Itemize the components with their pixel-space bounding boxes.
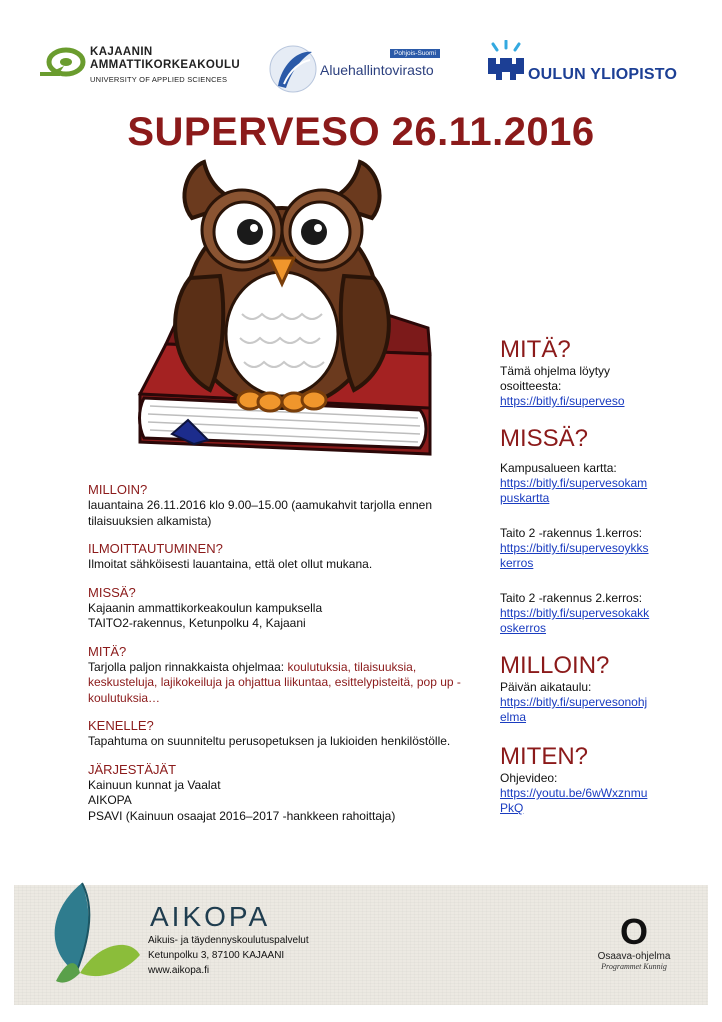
osaava-sub: Programmet Kunnig bbox=[601, 962, 667, 971]
right-mita-text1: Tämä ohjelma löytyy bbox=[500, 364, 611, 378]
osaava-name: Osaava-ohjelma bbox=[597, 951, 671, 962]
right-milloin-heading: MILLOIN? bbox=[500, 652, 610, 679]
oulu-emblem-icon bbox=[485, 40, 527, 84]
kartta-link-line2[interactable]: puskartta bbox=[500, 491, 550, 505]
kerros1-link-line1[interactable]: https://bitly.fi/supervesoykks bbox=[500, 541, 649, 555]
left-mita-line2: keskusteluja, lajikokeiluja ja ohjattua liikuntaa, esittelypisteitä, pop up - bbox=[88, 675, 461, 689]
ohjevideo-label: Ohjevideo: bbox=[500, 771, 558, 785]
left-milloin-line2: tilaisuuksien alkamista) bbox=[88, 513, 212, 528]
avi-logo bbox=[268, 44, 448, 94]
left-mita-line1-highlight: koulutuksia, tilaisuuksia, bbox=[287, 659, 417, 674]
kerros1-label: Taito 2 -rakennus 1.kerros: bbox=[500, 526, 643, 540]
kamk-line1: KAJAANIN bbox=[90, 46, 153, 58]
osaava-logo bbox=[584, 911, 684, 971]
right-miten-heading: MITEN? bbox=[500, 743, 589, 770]
aikopa-line3: www.aikopa.fi bbox=[148, 965, 210, 976]
kerros2-link-line2[interactable]: oskerros bbox=[500, 621, 547, 635]
page-title: SUPERVESO 26.11.2016 bbox=[127, 110, 595, 154]
kartta-label: Kampusalueen kartta: bbox=[500, 461, 617, 475]
kerros2-link[interactable] bbox=[500, 606, 700, 636]
aikopa-contact bbox=[148, 933, 309, 978]
left-mita-line1-plain: Tarjolla paljon rinnakkaista ohjelmaa: bbox=[88, 659, 288, 674]
ohjevideo-link-line1[interactable]: https://youtu.be/6wWxznmu bbox=[500, 786, 648, 800]
oulu-name: OULUN YLIOPISTO bbox=[528, 66, 678, 83]
oulu-logo bbox=[485, 40, 685, 90]
kartta-link-line1[interactable]: https://bitly.fi/supervesokam bbox=[500, 476, 648, 490]
kamk-line2: AMMATTIKORKEAKOULU bbox=[90, 59, 241, 71]
kamk-logo bbox=[40, 40, 250, 90]
kenelle-line1: Tapahtuma on suunniteltu perusopetuksen ja lukioiden henkilöstölle. bbox=[88, 734, 451, 748]
ilmoittautuminen-line1: Ilmoitat sähköisesti lauantaina, että olet ollut mukana. bbox=[88, 557, 373, 571]
owl-on-book-illustration bbox=[130, 158, 440, 468]
kamk-line3: UNIVERSITY OF APPLIED SCIENCES bbox=[90, 75, 228, 84]
jarjestajat-heading: JÄRJESTÄJÄT bbox=[88, 761, 177, 777]
left-missa-line1: Kajaanin ammattikorkeakoulun kampuksella bbox=[88, 600, 323, 615]
left-missa-line2: TAITO2-rakennus, Ketunpolku 4, Kajaani bbox=[88, 616, 306, 630]
kerros1-link[interactable] bbox=[500, 541, 700, 571]
aikopa-line2: Ketunpolku 3, 87100 KAJAANI bbox=[148, 950, 285, 961]
owl-icon bbox=[175, 162, 389, 411]
left-column bbox=[88, 482, 488, 824]
footer-banner bbox=[14, 885, 708, 1005]
right-mita-heading: MITÄ? bbox=[500, 336, 571, 363]
left-mita-heading: MITÄ? bbox=[88, 643, 127, 659]
left-milloin-line1: lauantaina 26.11.2016 klo 9.00–15.00 (aamukahvit tarjolla ennen bbox=[88, 498, 433, 512]
ohjevideo-link[interactable] bbox=[500, 786, 700, 816]
kerros2-link-line1[interactable]: https://bitly.fi/supervesokakk bbox=[500, 606, 650, 620]
avi-region-tag: Pohjois-Suomi bbox=[390, 49, 440, 58]
aikataulu-link[interactable] bbox=[500, 695, 700, 725]
aikopa-leaf-icon bbox=[32, 877, 142, 989]
ilmoittautuminen-heading: ILMOITTAUTUMINEN? bbox=[88, 541, 223, 556]
left-milloin-heading: MILLOIN? bbox=[88, 482, 148, 497]
aikopa-line1: Aikuis- ja täydennyskoulutuspalvelut bbox=[148, 935, 309, 946]
left-mita-line1 bbox=[88, 660, 488, 676]
aikataulu-link-line1[interactable]: https://bitly.fi/supervesonohj bbox=[500, 695, 648, 709]
left-mita-line3: koulutuksia… bbox=[88, 690, 161, 705]
right-missa-heading: MISSÄ? bbox=[500, 425, 589, 452]
kartta-link[interactable] bbox=[500, 476, 700, 506]
ohjevideo-link-line2[interactable]: PkQ bbox=[500, 801, 524, 815]
aikopa-name: AIKOPA bbox=[150, 901, 271, 932]
kerros1-link-line2[interactable]: kerros bbox=[500, 556, 534, 570]
kerros2-label: Taito 2 -rakennus 2.kerros: bbox=[500, 591, 643, 605]
avi-name: Aluehallintovirasto bbox=[320, 62, 434, 78]
jarjestajat-line3: PSAVI (Kainuun osaajat 2016–2017 -hankkeen rahoittaja) bbox=[88, 808, 396, 823]
kamk-emblem-icon bbox=[40, 42, 86, 84]
superveso-link[interactable]: https://bitly.fi/superveso bbox=[500, 394, 625, 408]
jarjestajat-line1: Kainuun kunnat ja Vaalat bbox=[88, 777, 221, 792]
osaava-mark: O bbox=[619, 911, 648, 952]
aikataulu-link-line2[interactable]: elma bbox=[500, 710, 527, 724]
right-mita-text2: osoitteesta: bbox=[500, 379, 562, 393]
kenelle-heading: KENELLE? bbox=[88, 718, 154, 733]
aikataulu-label: Päivän aikataulu: bbox=[500, 680, 592, 694]
right-column bbox=[500, 336, 700, 816]
left-missa-heading: MISSÄ? bbox=[88, 584, 136, 600]
avi-emblem-icon bbox=[268, 44, 318, 94]
jarjestajat-line2: AIKOPA bbox=[88, 793, 132, 807]
